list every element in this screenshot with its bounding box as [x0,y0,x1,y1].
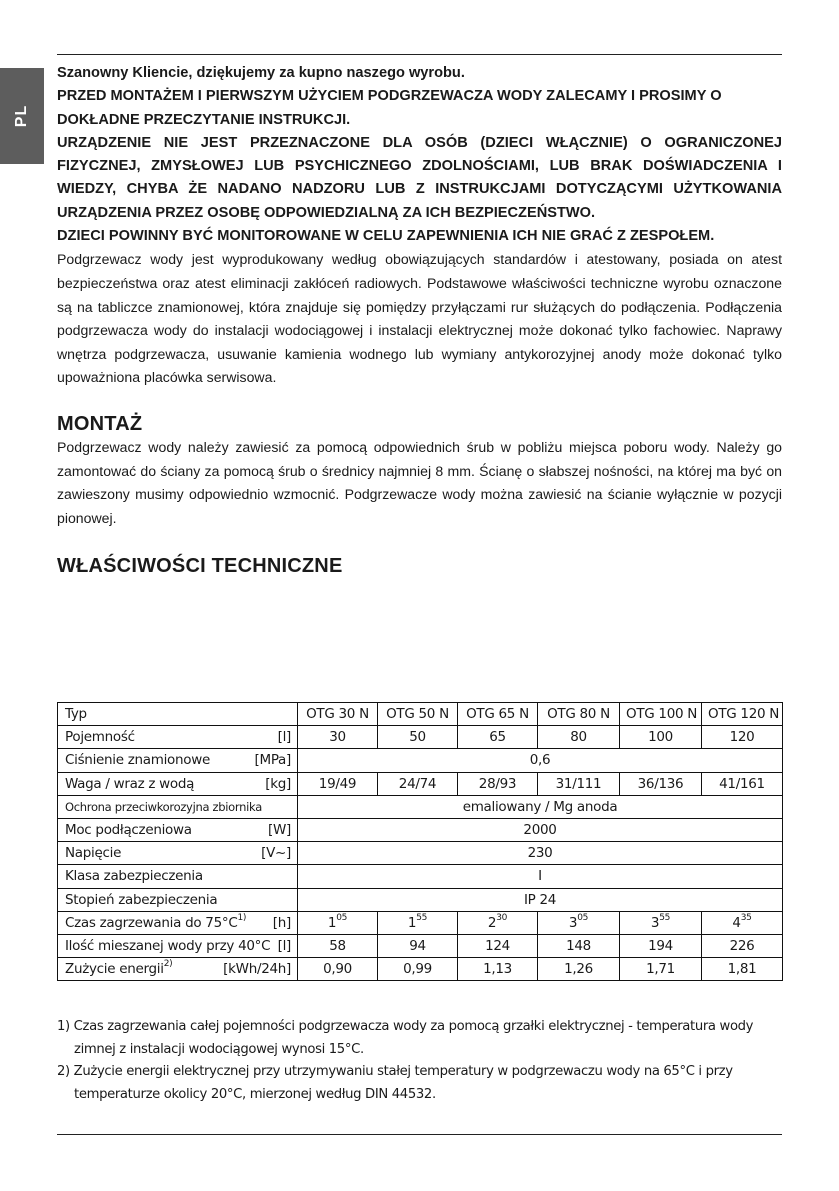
model-cell: OTG 50 N [378,703,458,726]
minutes: 35 [740,912,752,923]
spec-cell: 226 [702,934,783,957]
spec-label [58,934,298,957]
spec-cell: 120 [702,726,783,749]
spec-label-text: Moc podłączeniowa [65,822,192,839]
model-cell: OTG 30 N [298,703,378,726]
spec-table [57,702,783,981]
minutes: 30 [496,912,508,923]
spec-cell: 36/136 [620,772,702,795]
top-divider [57,54,782,55]
spec-row-capacity [58,726,783,749]
model-cell: OTG 80 N [538,703,620,726]
spec-cell: 50 [378,726,458,749]
spec-unit: [kWh/24h] [223,961,291,978]
montaz-body: Podgrzewacz wody należy zawiesić za pomocą odpowiednich śrub w pobliżu miejsca poboru wody. Należy go zamontować do ściany za pomocą śrub o średnicy najmniej 8 mm. Ścianę o słabszej nośności, na której ma być on zawieszony musimy odpowiednio wzmocnić. Podgrzewacze wody można zawiesić na ścianie wyłącznie w pozycji pionowej. [57,438,782,526]
spec-label: Ochrona przeciwkorozyjna zbiornika [58,795,298,818]
footnotes [57,1016,782,1106]
spec-cell: 1,13 [458,958,538,981]
tech-heading: WŁAŚCIWOŚCI TECHNICZNE [57,555,343,578]
spec-label: Stopień zabezpieczenia [58,888,298,911]
spec-cell: 194 [620,934,702,957]
hours: 3 [650,914,660,931]
spec-label [58,911,298,934]
spec-row-mixed-water [58,934,783,957]
spec-label-text: Czas zagrzewania do 75°C [65,914,238,931]
spec-row-power [58,818,783,841]
spec-cell: 1,71 [620,958,702,981]
spec-label-text: Zużycie energii [65,961,164,978]
spec-cell: 1,26 [538,958,620,981]
spec-cell-merged: 230 [298,842,783,865]
spec-cell-merged: I [298,865,783,888]
warning-persons: URZĄDZENIE NIE JEST PRZEZNACZONE DLA OSÓB (DZIECI WŁĄCZNIE) O OGRANICZONEJ FIZYCZNEJ, ZMYSŁOWEJ LUB PSYCHICZNEGO ZDOLNOŚCIAMI, LUB BRAK DOŚWIADCZENIA I WIEDZY, CHYBA ŻE NADANO NADZORU LUB Z INSTRUKCJAMI DOTYCZĄCYMI UŻYTKOWANIA URZĄDZENIA PRZEZ OSOBĘ ODPOWIEDZIALNĄ ZA ICH BEZPIECZEŃSTWO. [57,134,782,221]
spec-cell: 1,81 [702,958,783,981]
spec-row-ip [58,888,783,911]
spec-cell-merged: 2000 [298,818,783,841]
spec-cell: 31/111 [538,772,620,795]
hours: 1 [327,914,337,931]
spec-cell [538,911,620,934]
spec-cell [702,911,783,934]
warning-read-instructions: PRZED MONTAŻEM I PIERWSZYM UŻYCIEM PODGRZEWACZA WODY ZALECAMY I PROSIMY O DOKŁADNE PRZECZYTANIE INSTRUKCJI. [57,88,722,128]
hours: 2 [487,914,497,931]
spec-cell [620,911,702,934]
spec-row-safety-class [58,865,783,888]
model-cell: OTG 100 N [620,703,702,726]
spec-label [58,726,298,749]
spec-table-wrapper [57,702,782,981]
spec-cell: 148 [538,934,620,957]
language-tab-label: PL [12,104,30,128]
spec-unit: [kg] [265,775,291,792]
intro-body: Podgrzewacz wody jest wyprodukowany według obowiązujących standardów i atestowany, posiada on atest bezpieczeństwa oraz atest eliminacji zakłóceń radiowych. Podstawowe właściwości techniczne wyrobu oznaczone są na tabliczce znamionowej, która znajduje się pomiędzy przyłączami rur służących do podłączenia. Podłączenia podgrzewacza wody do instalacji wodociągowej i instalacji elektrycznej może dokonać tylko fachowiec. Naprawy wnętrza podgrzewacza, usuwanie kamienia wodnego lub wymiany antykorozyjnej anody może dokonać tylko upoważniona placówka serwisowa. [57,251,782,386]
warning-children: DZIECI POWINNY BYĆ MONITOROWANE W CELU ZAPEWNIENIA ICH NIE GRAĆ Z ZESPOŁEM. [57,228,715,245]
hours: 4 [732,914,741,931]
spec-label-text: Waga / wraz z wodą [65,775,195,792]
spec-unit: [l] [277,937,291,954]
spec-label-text: Pojemność [65,729,135,746]
spec-cell-merged: 0,6 [298,749,783,772]
spec-row-weight [58,772,783,795]
spec-unit: [MPa] [254,752,291,769]
spec-cell: 124 [458,934,538,957]
spec-cell-merged: IP 24 [298,888,783,911]
spec-unit: [h] [272,914,291,931]
spec-label [58,842,298,865]
model-cell: OTG 120 N [702,703,783,726]
spec-label: Klasa zabezpieczenia [58,865,298,888]
spec-cell: 65 [458,726,538,749]
spec-cell: 24/74 [378,772,458,795]
spec-label [58,958,298,981]
intro-section [57,62,782,578]
spec-cell [458,911,538,934]
spec-row-protection [58,795,783,818]
bottom-divider [57,1134,782,1135]
minutes: 55 [416,912,428,923]
language-tab [0,68,44,164]
footnote-1: 1) Czas zagrzewania całej pojemności podgrzewacza wody za pomocą grzałki elektrycznej - temperatura wody zimnej z instalacji wodociągowej wynosi 15°C. [57,1019,754,1057]
spec-label-text: Ilość mieszanej wody przy 40°C [65,937,271,954]
minutes: 55 [659,912,671,923]
spec-label [58,772,298,795]
greeting: Szanowny Kliencie, dziękujemy za kupno naszego wyrobu. [57,65,465,81]
footnote-mark: 2) [163,959,173,970]
spec-cell: 94 [378,934,458,957]
footnote-mark: 1) [237,912,247,923]
spec-cell: 0,90 [298,958,378,981]
footnote-2: 2) Zużycie energii elektrycznej przy utrzymywaniu stałej temperatury w podgrzewaczu wody na 65°C i przy temperaturze okolicy 20°C, mierzonej według DIN 44532. [57,1064,733,1102]
spec-unit: [l] [277,729,291,746]
minutes: 05 [336,912,348,923]
spec-label [58,818,298,841]
spec-row-energy [58,958,783,981]
spec-cell: 58 [298,934,378,957]
spec-cell: 30 [298,726,378,749]
minutes: 05 [577,912,589,923]
spec-cell: 0,99 [378,958,458,981]
spec-cell: 80 [538,726,620,749]
spec-cell: 41/161 [702,772,783,795]
spec-label [58,749,298,772]
spec-row-pressure [58,749,783,772]
spec-cell: 100 [620,726,702,749]
spec-cell [298,911,378,934]
spec-label-text: Ciśnienie znamionowe [65,752,210,769]
spec-row-heating-time [58,911,783,934]
model-cell: OTG 65 N [458,703,538,726]
spec-unit: [W] [268,822,291,839]
spec-label: Typ [58,703,298,726]
spec-label-text: Napięcie [65,845,122,862]
hours: 3 [568,914,578,931]
spec-row-type [58,703,783,726]
spec-cell: 19/49 [298,772,378,795]
spec-unit: [V~] [261,845,291,862]
montaz-heading: MONTAŻ [57,412,143,435]
spec-cell-merged: emaliowany / Mg anoda [298,795,783,818]
spec-row-voltage [58,842,783,865]
hours: 1 [407,914,417,931]
spec-cell: 28/93 [458,772,538,795]
spec-cell [378,911,458,934]
